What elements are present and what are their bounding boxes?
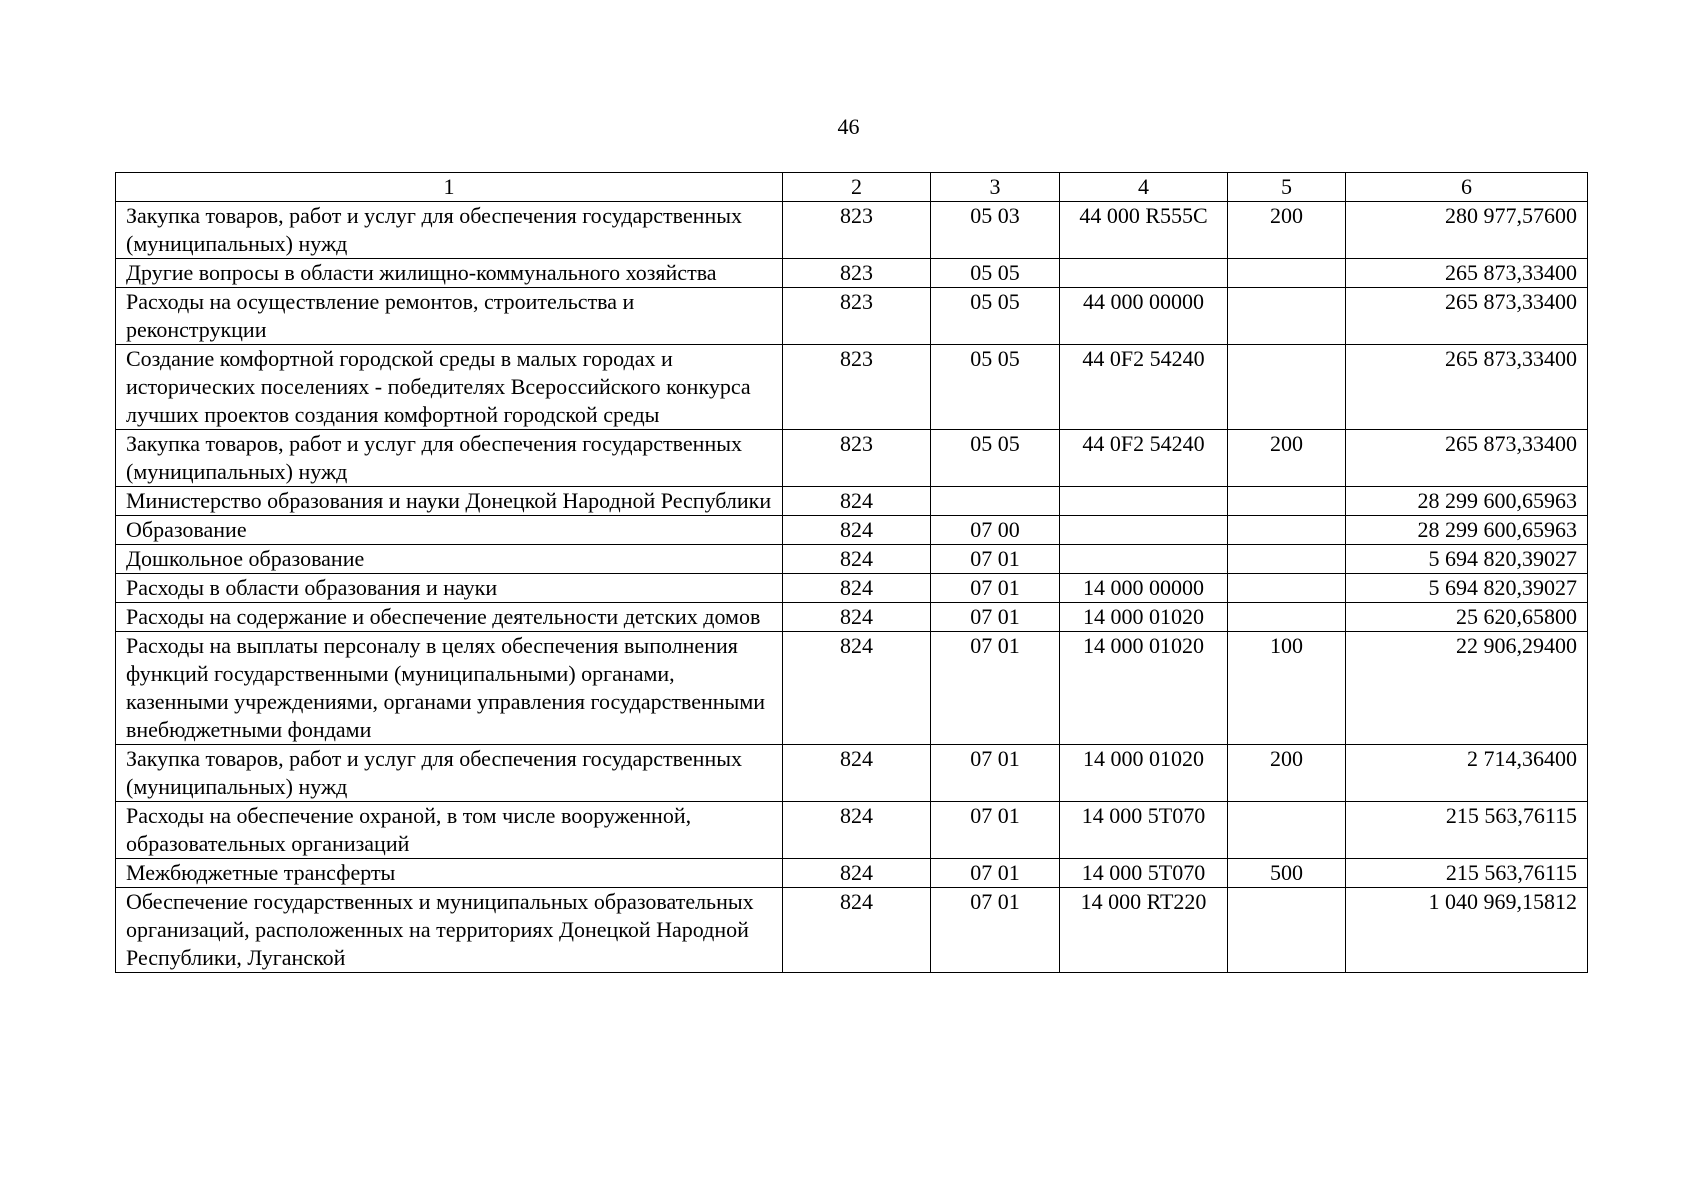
row-target-cell: 14 000 01020 bbox=[1060, 632, 1228, 745]
row-sum-cell: 265 873,33400 bbox=[1346, 288, 1588, 345]
row-type-cell bbox=[1228, 487, 1346, 516]
row-code-cell: 824 bbox=[783, 545, 931, 574]
row-section-cell bbox=[931, 487, 1060, 516]
row-code-cell: 824 bbox=[783, 574, 931, 603]
row-code-cell: 824 bbox=[783, 487, 931, 516]
row-type-cell bbox=[1228, 888, 1346, 973]
table-body bbox=[116, 202, 1588, 973]
row-code-cell: 823 bbox=[783, 288, 931, 345]
header-row bbox=[116, 173, 1588, 202]
table-row bbox=[116, 888, 1588, 973]
row-code-cell: 824 bbox=[783, 859, 931, 888]
column-header-6: 6 bbox=[1346, 173, 1588, 202]
row-type-cell bbox=[1228, 603, 1346, 632]
row-target-cell: 44 0F2 54240 bbox=[1060, 430, 1228, 487]
row-name-cell: Обеспечение государственных и муниципальных образовательных организаций, расположенных на территориях Донецкой Народной Республики, Луганской bbox=[116, 888, 783, 973]
row-sum-cell: 22 906,29400 bbox=[1346, 632, 1588, 745]
row-target-cell: 14 000 01020 bbox=[1060, 603, 1228, 632]
row-type-cell bbox=[1228, 259, 1346, 288]
budget-table bbox=[115, 172, 1588, 973]
row-name-cell: Закупка товаров, работ и услуг для обеспечения государственных (муниципальных) нужд bbox=[116, 745, 783, 802]
table-row bbox=[116, 516, 1588, 545]
row-section-cell: 05 05 bbox=[931, 345, 1060, 430]
row-section-cell: 07 01 bbox=[931, 802, 1060, 859]
row-type-cell bbox=[1228, 802, 1346, 859]
row-name-cell: Расходы на осуществление ремонтов, строительства и реконструкции bbox=[116, 288, 783, 345]
row-section-cell: 07 01 bbox=[931, 859, 1060, 888]
row-name-cell: Министерство образования и науки Донецкой Народной Республики bbox=[116, 487, 783, 516]
row-name-cell: Закупка товаров, работ и услуг для обеспечения государственных (муниципальных) нужд bbox=[116, 430, 783, 487]
row-sum-cell: 5 694 820,39027 bbox=[1346, 574, 1588, 603]
row-target-cell bbox=[1060, 487, 1228, 516]
row-sum-cell: 215 563,76115 bbox=[1346, 802, 1588, 859]
row-code-cell: 823 bbox=[783, 202, 931, 259]
row-target-cell: 14 000 RT220 bbox=[1060, 888, 1228, 973]
row-type-cell: 100 bbox=[1228, 632, 1346, 745]
row-code-cell: 824 bbox=[783, 745, 931, 802]
row-section-cell: 07 01 bbox=[931, 888, 1060, 973]
table-row bbox=[116, 745, 1588, 802]
table-row bbox=[116, 345, 1588, 430]
row-section-cell: 07 01 bbox=[931, 545, 1060, 574]
row-section-cell: 07 00 bbox=[931, 516, 1060, 545]
row-sum-cell: 265 873,33400 bbox=[1346, 345, 1588, 430]
row-section-cell: 07 01 bbox=[931, 603, 1060, 632]
row-type-cell bbox=[1228, 288, 1346, 345]
row-name-cell: Межбюджетные трансферты bbox=[116, 859, 783, 888]
row-code-cell: 823 bbox=[783, 345, 931, 430]
row-code-cell: 823 bbox=[783, 430, 931, 487]
row-section-cell: 05 05 bbox=[931, 288, 1060, 345]
row-sum-cell: 280 977,57600 bbox=[1346, 202, 1588, 259]
row-section-cell: 07 01 bbox=[931, 574, 1060, 603]
row-target-cell bbox=[1060, 545, 1228, 574]
table-row bbox=[116, 288, 1588, 345]
row-section-cell: 07 01 bbox=[931, 745, 1060, 802]
column-header-5: 5 bbox=[1228, 173, 1346, 202]
row-section-cell: 05 05 bbox=[931, 430, 1060, 487]
row-name-cell: Дошкольное образование bbox=[116, 545, 783, 574]
row-type-cell bbox=[1228, 574, 1346, 603]
row-type-cell: 500 bbox=[1228, 859, 1346, 888]
row-code-cell: 824 bbox=[783, 603, 931, 632]
row-sum-cell: 265 873,33400 bbox=[1346, 259, 1588, 288]
row-target-cell bbox=[1060, 259, 1228, 288]
row-name-cell: Расходы на выплаты персоналу в целях обеспечения выполнения функций государственными (муниципальными) органами, казенными учреждениями, органами управления государственными внебюджетными фондами bbox=[116, 632, 783, 745]
row-name-cell: Закупка товаров, работ и услуг для обеспечения государственных (муниципальных) нужд bbox=[116, 202, 783, 259]
row-type-cell: 200 bbox=[1228, 745, 1346, 802]
table-row bbox=[116, 632, 1588, 745]
row-target-cell: 44 0F2 54240 bbox=[1060, 345, 1228, 430]
row-sum-cell: 2 714,36400 bbox=[1346, 745, 1588, 802]
table-row bbox=[116, 545, 1588, 574]
row-target-cell: 44 000 R555C bbox=[1060, 202, 1228, 259]
row-code-cell: 824 bbox=[783, 802, 931, 859]
row-target-cell: 44 000 00000 bbox=[1060, 288, 1228, 345]
row-name-cell: Расходы на содержание и обеспечение деятельности детских домов bbox=[116, 603, 783, 632]
table-row bbox=[116, 574, 1588, 603]
column-header-2: 2 bbox=[783, 173, 931, 202]
table-row bbox=[116, 859, 1588, 888]
table-header bbox=[116, 173, 1588, 202]
row-code-cell: 824 bbox=[783, 632, 931, 745]
row-name-cell: Расходы на обеспечение охраной, в том числе вооруженной, образовательных организаций bbox=[116, 802, 783, 859]
row-name-cell: Расходы в области образования и науки bbox=[116, 574, 783, 603]
row-code-cell: 824 bbox=[783, 888, 931, 973]
row-section-cell: 05 03 bbox=[931, 202, 1060, 259]
row-target-cell bbox=[1060, 516, 1228, 545]
row-name-cell: Образование bbox=[116, 516, 783, 545]
table-row bbox=[116, 487, 1588, 516]
row-sum-cell: 28 299 600,65963 bbox=[1346, 516, 1588, 545]
row-type-cell bbox=[1228, 545, 1346, 574]
row-type-cell bbox=[1228, 345, 1346, 430]
row-name-cell: Создание комфортной городской среды в малых городах и исторических поселениях - победителях Всероссийского конкурса лучших проектов создания комфортной городской среды bbox=[116, 345, 783, 430]
table-row bbox=[116, 430, 1588, 487]
row-name-cell: Другие вопросы в области жилищно-коммунального хозяйства bbox=[116, 259, 783, 288]
page-number: 46 bbox=[837, 114, 860, 139]
row-type-cell bbox=[1228, 516, 1346, 545]
table-row bbox=[116, 603, 1588, 632]
row-sum-cell: 265 873,33400 bbox=[1346, 430, 1588, 487]
row-target-cell: 14 000 5T070 bbox=[1060, 802, 1228, 859]
row-type-cell: 200 bbox=[1228, 202, 1346, 259]
column-header-4: 4 bbox=[1060, 173, 1228, 202]
row-target-cell: 14 000 5T070 bbox=[1060, 859, 1228, 888]
table-row bbox=[116, 259, 1588, 288]
row-code-cell: 823 bbox=[783, 259, 931, 288]
row-code-cell: 824 bbox=[783, 516, 931, 545]
row-type-cell: 200 bbox=[1228, 430, 1346, 487]
column-header-3: 3 bbox=[931, 173, 1060, 202]
row-sum-cell: 5 694 820,39027 bbox=[1346, 545, 1588, 574]
table-row bbox=[116, 802, 1588, 859]
row-section-cell: 07 01 bbox=[931, 632, 1060, 745]
column-header-1: 1 bbox=[116, 173, 783, 202]
row-sum-cell: 28 299 600,65963 bbox=[1346, 487, 1588, 516]
row-target-cell: 14 000 00000 bbox=[1060, 574, 1228, 603]
table-row bbox=[116, 202, 1588, 259]
row-section-cell: 05 05 bbox=[931, 259, 1060, 288]
row-sum-cell: 25 620,65800 bbox=[1346, 603, 1588, 632]
row-target-cell: 14 000 01020 bbox=[1060, 745, 1228, 802]
row-sum-cell: 1 040 969,15812 bbox=[1346, 888, 1588, 973]
row-sum-cell: 215 563,76115 bbox=[1346, 859, 1588, 888]
